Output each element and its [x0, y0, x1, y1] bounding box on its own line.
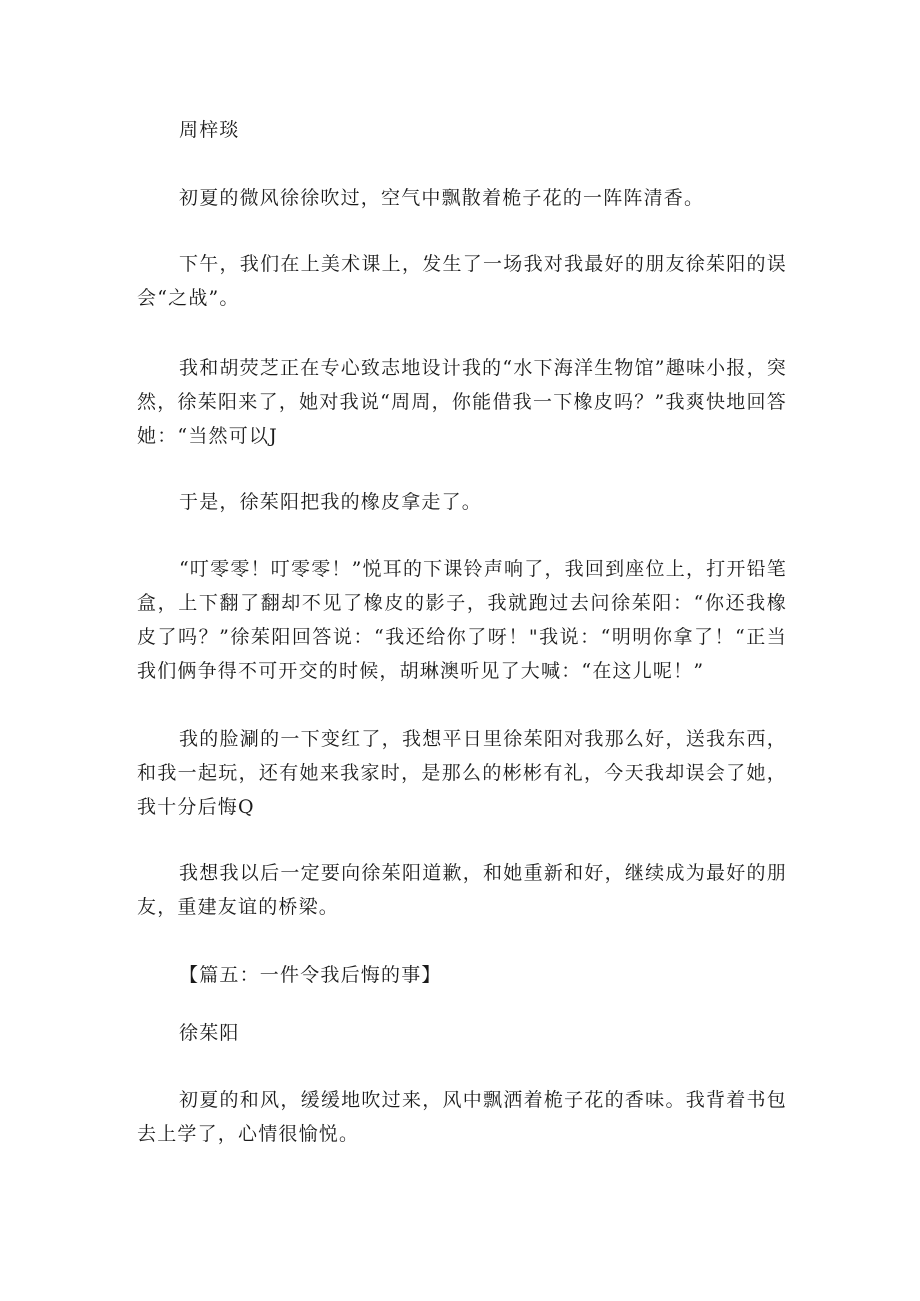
paragraph: 我的脸涮的一下变红了，我想平日里徐茱阳对我那么好，送我东西，和我一起玩，还有她来我家时，是那么的彬彬有礼，今天我却误会了她，我十分后悔Q [137, 728, 787, 818]
paragraph: 我和胡荧芝正在专心致志地设计我的“水下海洋生物馆”趣味小报，突然，徐茱阳来了，她对我说“周周，你能借我一下橡皮吗？”我爽快地回答她：“当然可以J [137, 357, 787, 447]
paragraph: 于是，徐茱阳把我的橡皮拿走了。 [179, 491, 483, 513]
paragraph: 初夏的和风，缓缓地吹过来，风中飘洒着桅子花的香味。我背着书包去上学了，心情很愉悦。 [137, 1089, 787, 1145]
paragraph: 下午，我们在上美术课上，发生了一场我对我最好的朋友徐茱阳的误会“之战”。 [137, 253, 787, 309]
paragraph: 我想我以后一定要向徐茱阳道歉，和她重新和好，继续成为最好的朋友，重建友谊的桥梁。 [137, 862, 787, 918]
author-name: 徐茱阳 [179, 1022, 240, 1044]
paragraph: 初夏的微风徐徐吹过，空气中飘散着桅子花的一阵阵清香。 [179, 187, 705, 209]
paragraph: “叮零零！叮零零！”悦耳的下课铃声响了，我回到座位上，打开铅笔盒，上下翻了翻却不见了橡皮的影子，我就跑过去问徐茱阳：“你还我橡皮了吗？”徐茱阳回答说：“我还给你了呀！"我说：“明明你拿了！“正当我们俩争得不可开交的时候，胡琳澳听见了大喊：“在这儿呢！” [137, 558, 787, 682]
author-name: 周梓琰 [179, 119, 240, 141]
section-heading: 【篇五：一件令我后悔的事】 [179, 964, 442, 986]
